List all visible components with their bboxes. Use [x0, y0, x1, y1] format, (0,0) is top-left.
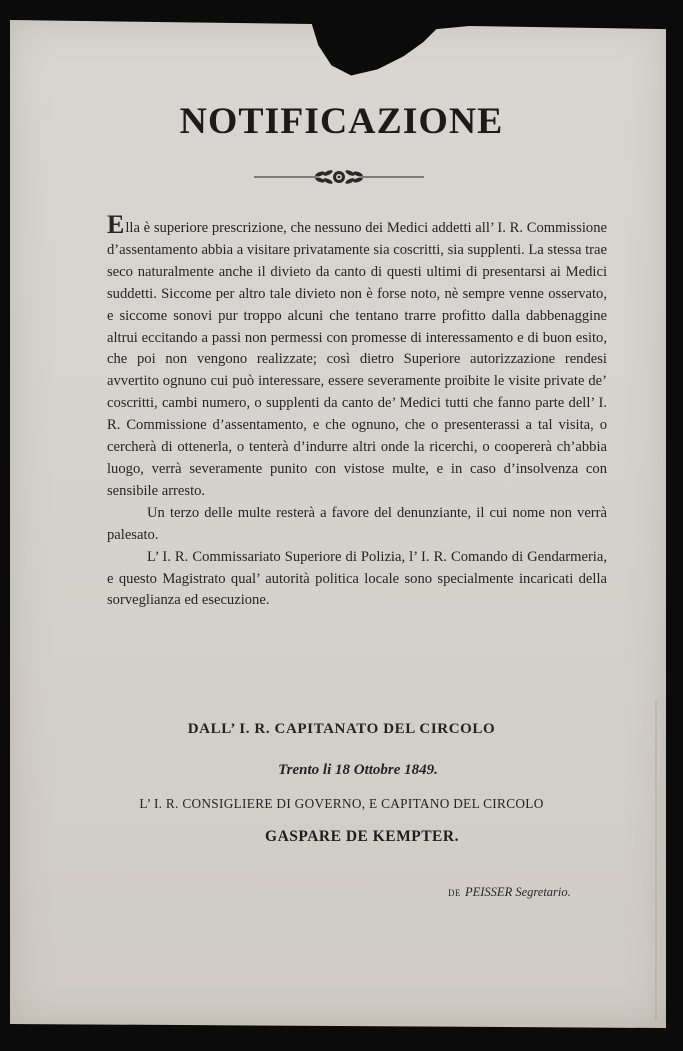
- notice-body: [107, 210, 607, 612]
- drop-cap: E: [107, 210, 125, 239]
- ornamental-divider-icon: [254, 167, 424, 187]
- issuing-office: DALL’ I. R. CAPITANATO DEL CIRCOLO: [187, 721, 496, 737]
- paragraph-prescription: [107, 210, 607, 503]
- secretary-name: PEISSER Segretario.: [465, 885, 571, 899]
- paragraph-prescription-text: lla è superiore prescrizione, che nessuno dei Medici addetti all’ I. R. Commissione d’assentamento abbia a visitare privatamente sia coscritti, sia supplenti. La stessa trae seco naturalmente anche il divieto da canto di questi ultimi di presentarsi ai Medici suddetti. Siccome per altro tale divieto non è forse noto, nè sempre venne osservato, e siccome sonovi pur troppo alcuni che tentano trarre profitto dalla dabbenaggine altrui eccitando a passi non permessi con promesse di interessamento e di buon esito, che poi non vengono realizzate; così dietro Superiore autorizzazione rendesi avvertito ognuno cui può interessare, essere severamente proibite le visite private de’ coscritti, cambi numero, o supplenti da canto de’ Medici tutti che fanno parte dell’ I. R. Commissione d’assentamento, e che ognuno, che o presenterassi a tal visita, o cercherà di ottenerla, o tenterà d’indurre altri onde la ricerchi, o coopererà ch’abbia luogo, verrà severamente punito con vistose multe, e in caso d’insolvenza con sensibile arresto.: [107, 220, 607, 499]
- paragraph-authorities: L’ I. R. Commissariato Superiore di Polizia, l’ I. R. Comando di Gendarmeria, e questo Magistrato qual’ autorità politica locale sono specialmente incaricati della sorveglianza ed esecuzione.: [107, 548, 607, 609]
- secretary-signature: [448, 885, 571, 900]
- place-date: Trento li 18 Ottobre 1849.: [278, 762, 438, 778]
- signatory-name: GASPARE DE KEMPTER.: [265, 828, 459, 845]
- notice-title: NOTIFICAZIONE: [179, 101, 504, 142]
- fold-crease: [655, 700, 657, 1020]
- councillor-title: L’ I. R. CONSIGLIERE DI GOVERNO, E CAPITANO DEL CIRCOLO: [139, 796, 544, 811]
- secretary-prefix: DE: [448, 888, 461, 898]
- paragraph-fines: Un terzo delle multe resterà a favore del denunziante, il cui nome non verrà palesato.: [107, 504, 607, 543]
